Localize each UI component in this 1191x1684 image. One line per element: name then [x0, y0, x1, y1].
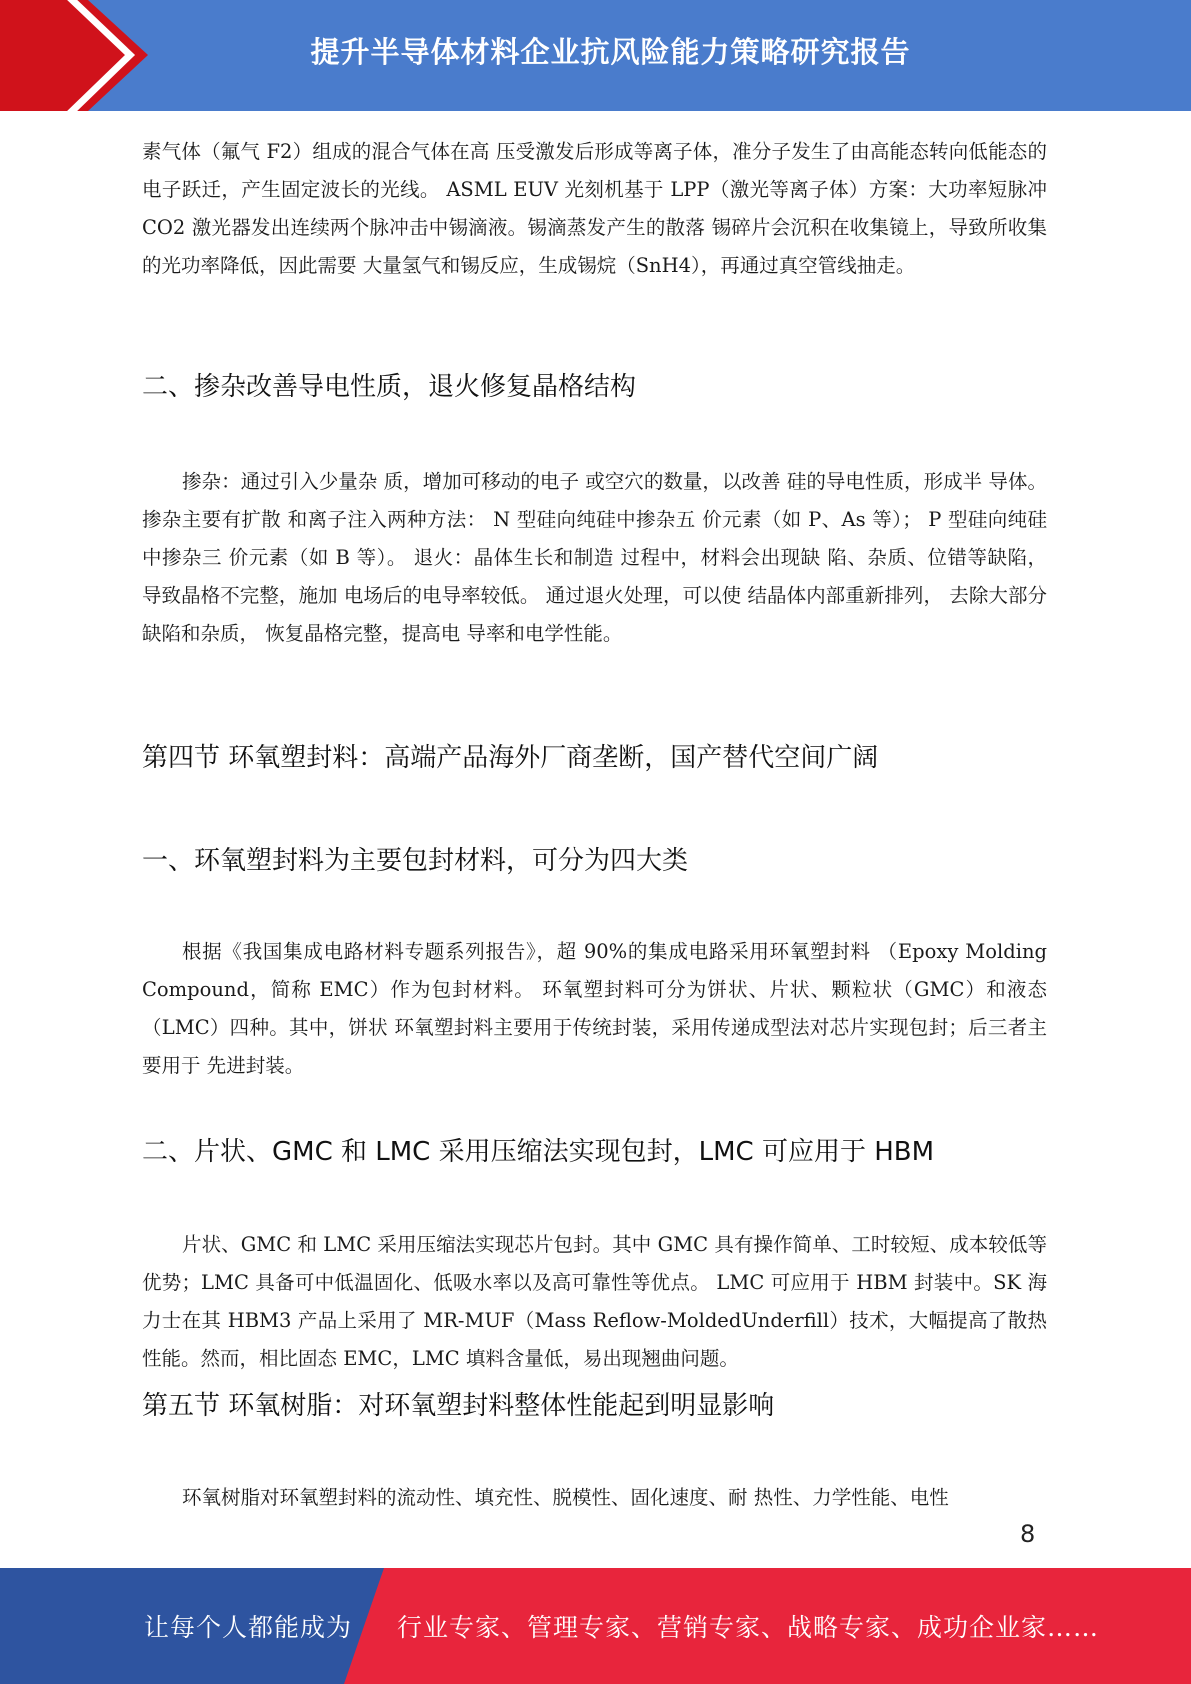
paragraph-doping: 掺杂：通过引入少量杂 质，增加可移动的电子 或空穴的数量，以改善 硅的导电性质，形成半 导体。掺杂主要有扩散 和离子注入两种方法： N 型硅向纯硅中掺杂五 价元素（如 P、As 等）； P 型硅向纯硅中掺杂三 价元素（如 B 等）。 退火：晶体生长和制造 过程中，材料会出现缺 陷、杂质、位错等缺陷， 导致晶格不完整，施加 电场后的电导率较低。 通过退火处理，可以使 结晶体内部重新排列， 去除大部分缺陷和杂质， 恢复晶格完整，提高电 导率和电学性能。	[142, 470, 1047, 645]
report-title: 提升半导体材料企业抗风险能力策略研究报告	[310, 34, 911, 69]
page-footer	[0, 1568, 1191, 1684]
paragraph-emc: 根据《我国集成电路材料专题系列报告》，超 90%的集成电路采用环氧塑封料 （Epoxy Molding Compound，简称 EMC）作为包封材料。 环氧塑封料可分为饼状、片状、颗粒状（GMC）和液态（LMC）四种。其中，饼状 环氧塑封料主要用于传统封装，采用传递成型法对芯片实现包封；后三者主要用于 先进封装。	[142, 940, 1047, 1077]
section-5-heading: 第五节 环氧树脂：对环氧塑封料整体性能起到明显影响	[142, 1391, 775, 1421]
heading-lmc-hbm: 二、片状、GMC 和 LMC 采用压缩法实现包封，LMC 可应用于 HBM	[142, 1137, 935, 1167]
paragraph-lmc: 片状、GMC 和 LMC 采用压缩法实现芯片包封。其中 GMC 具有操作简单、工时较短、成本较低等优势；LMC 具备可中低温固化、低吸水率以及高可靠性等优点。 LMC 可应用于 HBM 封装中。SK 海力士在其 HBM3 产品上采用了 MR-MUF（Mass Reflow-MoldedUnderfill）技术，大幅提高了散热性能。然而，相比固态 EMC，LMC 填料含量低，易出现翘曲问题。	[142, 1233, 1047, 1370]
paragraph-epoxy-resin: 环氧树脂对环氧塑封料的流动性、填充性、脱模性、固化速度、耐 热性、力学性能、电性	[182, 1486, 949, 1509]
page-header	[0, 0, 1191, 111]
footer-slogan-left: 让每个人都能成为	[144, 1613, 353, 1642]
heading-emc-types: 一、环氧塑封料为主要包封材料，可分为四大类	[142, 846, 689, 876]
section-4-heading: 第四节 环氧塑封料：高端产品海外厂商垄断，国产替代空间广阔	[142, 743, 879, 773]
paragraph-intro: 素气体（氟气 F2）组成的混合气体在高 压受激发后形成等离子体，准分子发生了由高能态转向低能态的 电子跃迁，产生固定波长的光线。 ASML EUV 光刻机基于 LPP（激光等离子体）方案：大功率短脉冲 CO2 激光器发出连续两个脉冲击中锡滴液。锡滴蒸发产生的散落 锡碎片会沉积在收集镜上，导致所收集的光功率降低，因此需要 大量氢气和锡反应，生成锡烷（SnH4），再通过真空管线抽走。	[142, 140, 1047, 277]
page-number: 8	[1020, 1520, 1036, 1548]
header-red-arrow-icon	[0, 0, 160, 111]
footer-slogan-right: 行业专家、管理专家、营销专家、战略专家、成功企业家……	[397, 1613, 1100, 1642]
heading-doping-annealing: 二、掺杂改善导电性质，退火修复晶格结构	[142, 372, 637, 402]
